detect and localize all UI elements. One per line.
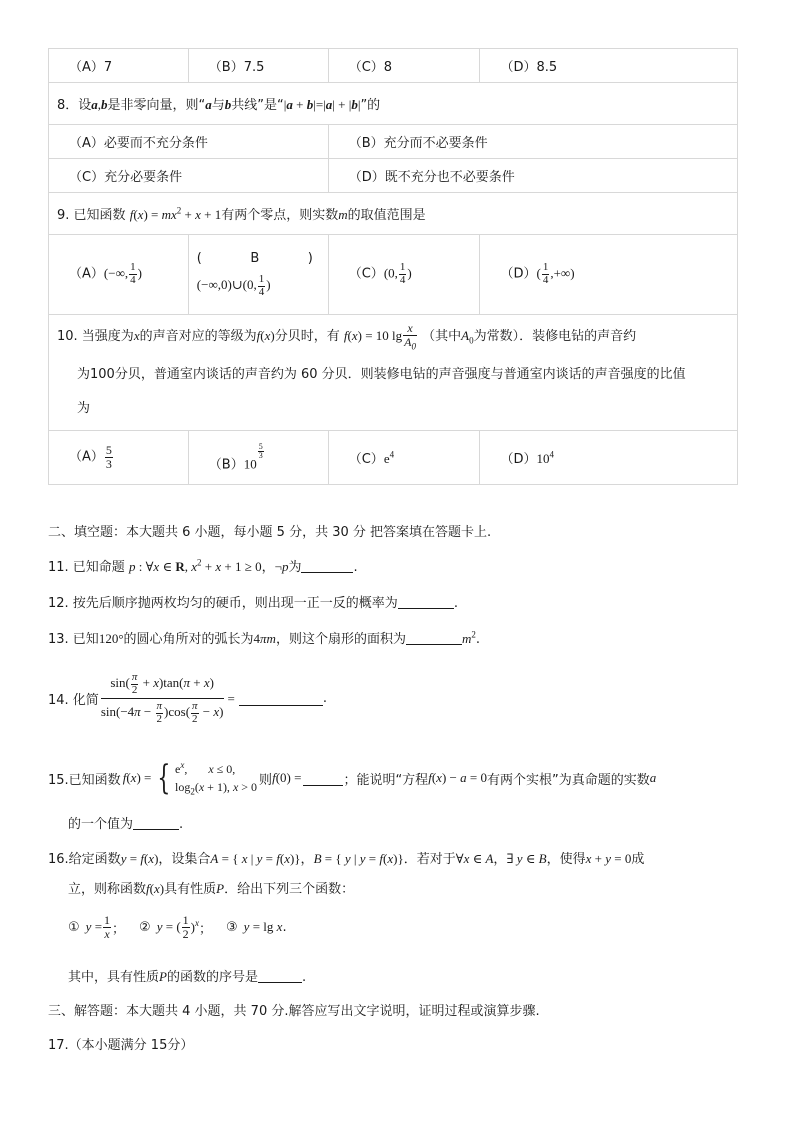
q14: 14. 化简 sin( $\frac{\pi}{2}$ + x)tan(π + x) sin(−4π − $\frac{\pi}{2}$ )cos( $\frac{\pi}{2}$ − x) = . (48, 671, 327, 725)
q13-answer-blank[interactable] (406, 630, 462, 645)
q8-option-b: （B）充分而不必要条件 (328, 125, 737, 159)
q10-stem-row (49, 315, 738, 431)
q7-option-a: （A）7 (49, 49, 189, 83)
q15-line2: 的一个值为 . (68, 817, 184, 832)
q11-answer-blank[interactable] (301, 558, 353, 573)
q9-option-a: （A）(−∞, $\frac{1}{4}$ ) (49, 235, 189, 315)
q14-answer-blank[interactable] (239, 691, 323, 706)
q7-option-c: （C）8 (328, 49, 480, 83)
q10-option-a: （A） $\frac{5}{3}$ (49, 431, 189, 485)
q8-stem: 8．设a,b是非零向量，则“a与b共线”是“|a + b|=|a| + |b|”的 (49, 83, 738, 125)
q15-answer-blank-2[interactable] (133, 815, 179, 830)
q9-stem-row (49, 193, 738, 235)
q10-options-row (49, 431, 738, 485)
q16-line4: 其中，具有性质P的函数的序号是 . (68, 969, 307, 985)
q8-option-d: （D）既不充分也不必要条件 (328, 159, 737, 193)
q8-stem-row (49, 83, 738, 125)
section-2-heading: 二、填空题：本大题共 6 小题，每小题 5 分，共 30 分 把答案填在答题卡上. (48, 525, 492, 540)
q7-options-row (49, 49, 738, 83)
q8-option-a: （A）必要而不充分条件 (49, 125, 329, 159)
q15: 15.已知函数 f(x) = { $e^x$, x ≤ 0, $\log_2(x + 1)$, x > 0 则 f(0) = ；能说明“方程 f(x) − a = 0 有两个实根”为真命题的实数 a (48, 758, 657, 799)
q9-options-row (49, 235, 738, 315)
q10-option-c: $(C)e^4$ (328, 431, 480, 485)
q7-option-d: （D）8.5 (480, 49, 738, 83)
question-table (48, 48, 738, 485)
q9-option-c: （C）(0, $\frac{1}{4}$ ) (328, 235, 480, 315)
q14-expression: sin( $\frac{\pi}{2}$ + x)tan(π + x) sin(−4π − $\frac{\pi}{2}$ )cos( $\frac{\pi}{2}$ − x) (100, 671, 224, 725)
q8-options-row1 (49, 125, 738, 159)
q9-option-b: ( B ) (−∞,0)∪(0, $\frac{1}{4}$ ) (188, 235, 328, 315)
q10-option-b: （B）10 $\frac{5}{3}$ (188, 431, 328, 485)
q8-options-row2 (49, 159, 738, 193)
q9-option-d: （D）( $\frac{1}{4}$ ,+∞) (480, 235, 738, 315)
q16-answer-blank[interactable] (258, 968, 302, 983)
q7-option-b: （B）7.5 (188, 49, 328, 83)
q10-stem: 10. 当强度为x的声音对应的等级为f(x)分贝时，有 f(x) = 10 lg $\frac{x}{A_0}$ （其中$A_0$为常数）．装修电钻的声音约 为100分贝，普通室内谈话的声音约为 60 分贝．则装修电钻的声音强度与普通室内谈话的声音强度的比值 为 (49, 315, 738, 431)
q16-line2: 立，则称函数f(x)具有性质P．给出下列三个函数： (68, 881, 355, 897)
q17-heading: 17.（本小题满分 15分） (48, 1038, 194, 1053)
q15-answer-blank-1[interactable] (303, 771, 343, 786)
q8-option-c: （C）充分必要条件 (49, 159, 329, 193)
q12-answer-blank[interactable] (398, 594, 454, 609)
q9-stem: 9. 已知函数 $f(x) = mx^2 + x + 1$有两个零点，则实数m的取值范围是 (49, 193, 738, 235)
q16: 16.给定函数y = f(x)，设集合A = { x | y = f(x)}，B = { y | y = f(x)}．若对于∀x ∈ A，∃ y ∈ B，使得x + y = 0成 (48, 851, 645, 867)
q12: 12. 按先后顺序抛两枚均匀的硬币，则出现一正一反的概率为 . (48, 596, 458, 611)
q16-options: ① y = $\frac{1}{x}$ ； ② y = ( $\frac{1}{2}$ )$^x$ ； ③ y = lg x . (68, 913, 287, 941)
q11: 11. 已知命题 p : ∀x ∈ R, $x^2 + x + 1 \ge 0$，¬p为 . (48, 557, 358, 575)
section-3-heading: 三、解答题：本大题共 4 小题，共 70 分.解答应写出文字说明，证明过程或演算步骤. (48, 1004, 540, 1019)
q10-option-d: $(D)10^4$ (480, 431, 738, 485)
q13: 13. 已知120°的圆心角所对的弧长为4πm，则这个扇形的面积为 $m^2$. (48, 629, 480, 647)
